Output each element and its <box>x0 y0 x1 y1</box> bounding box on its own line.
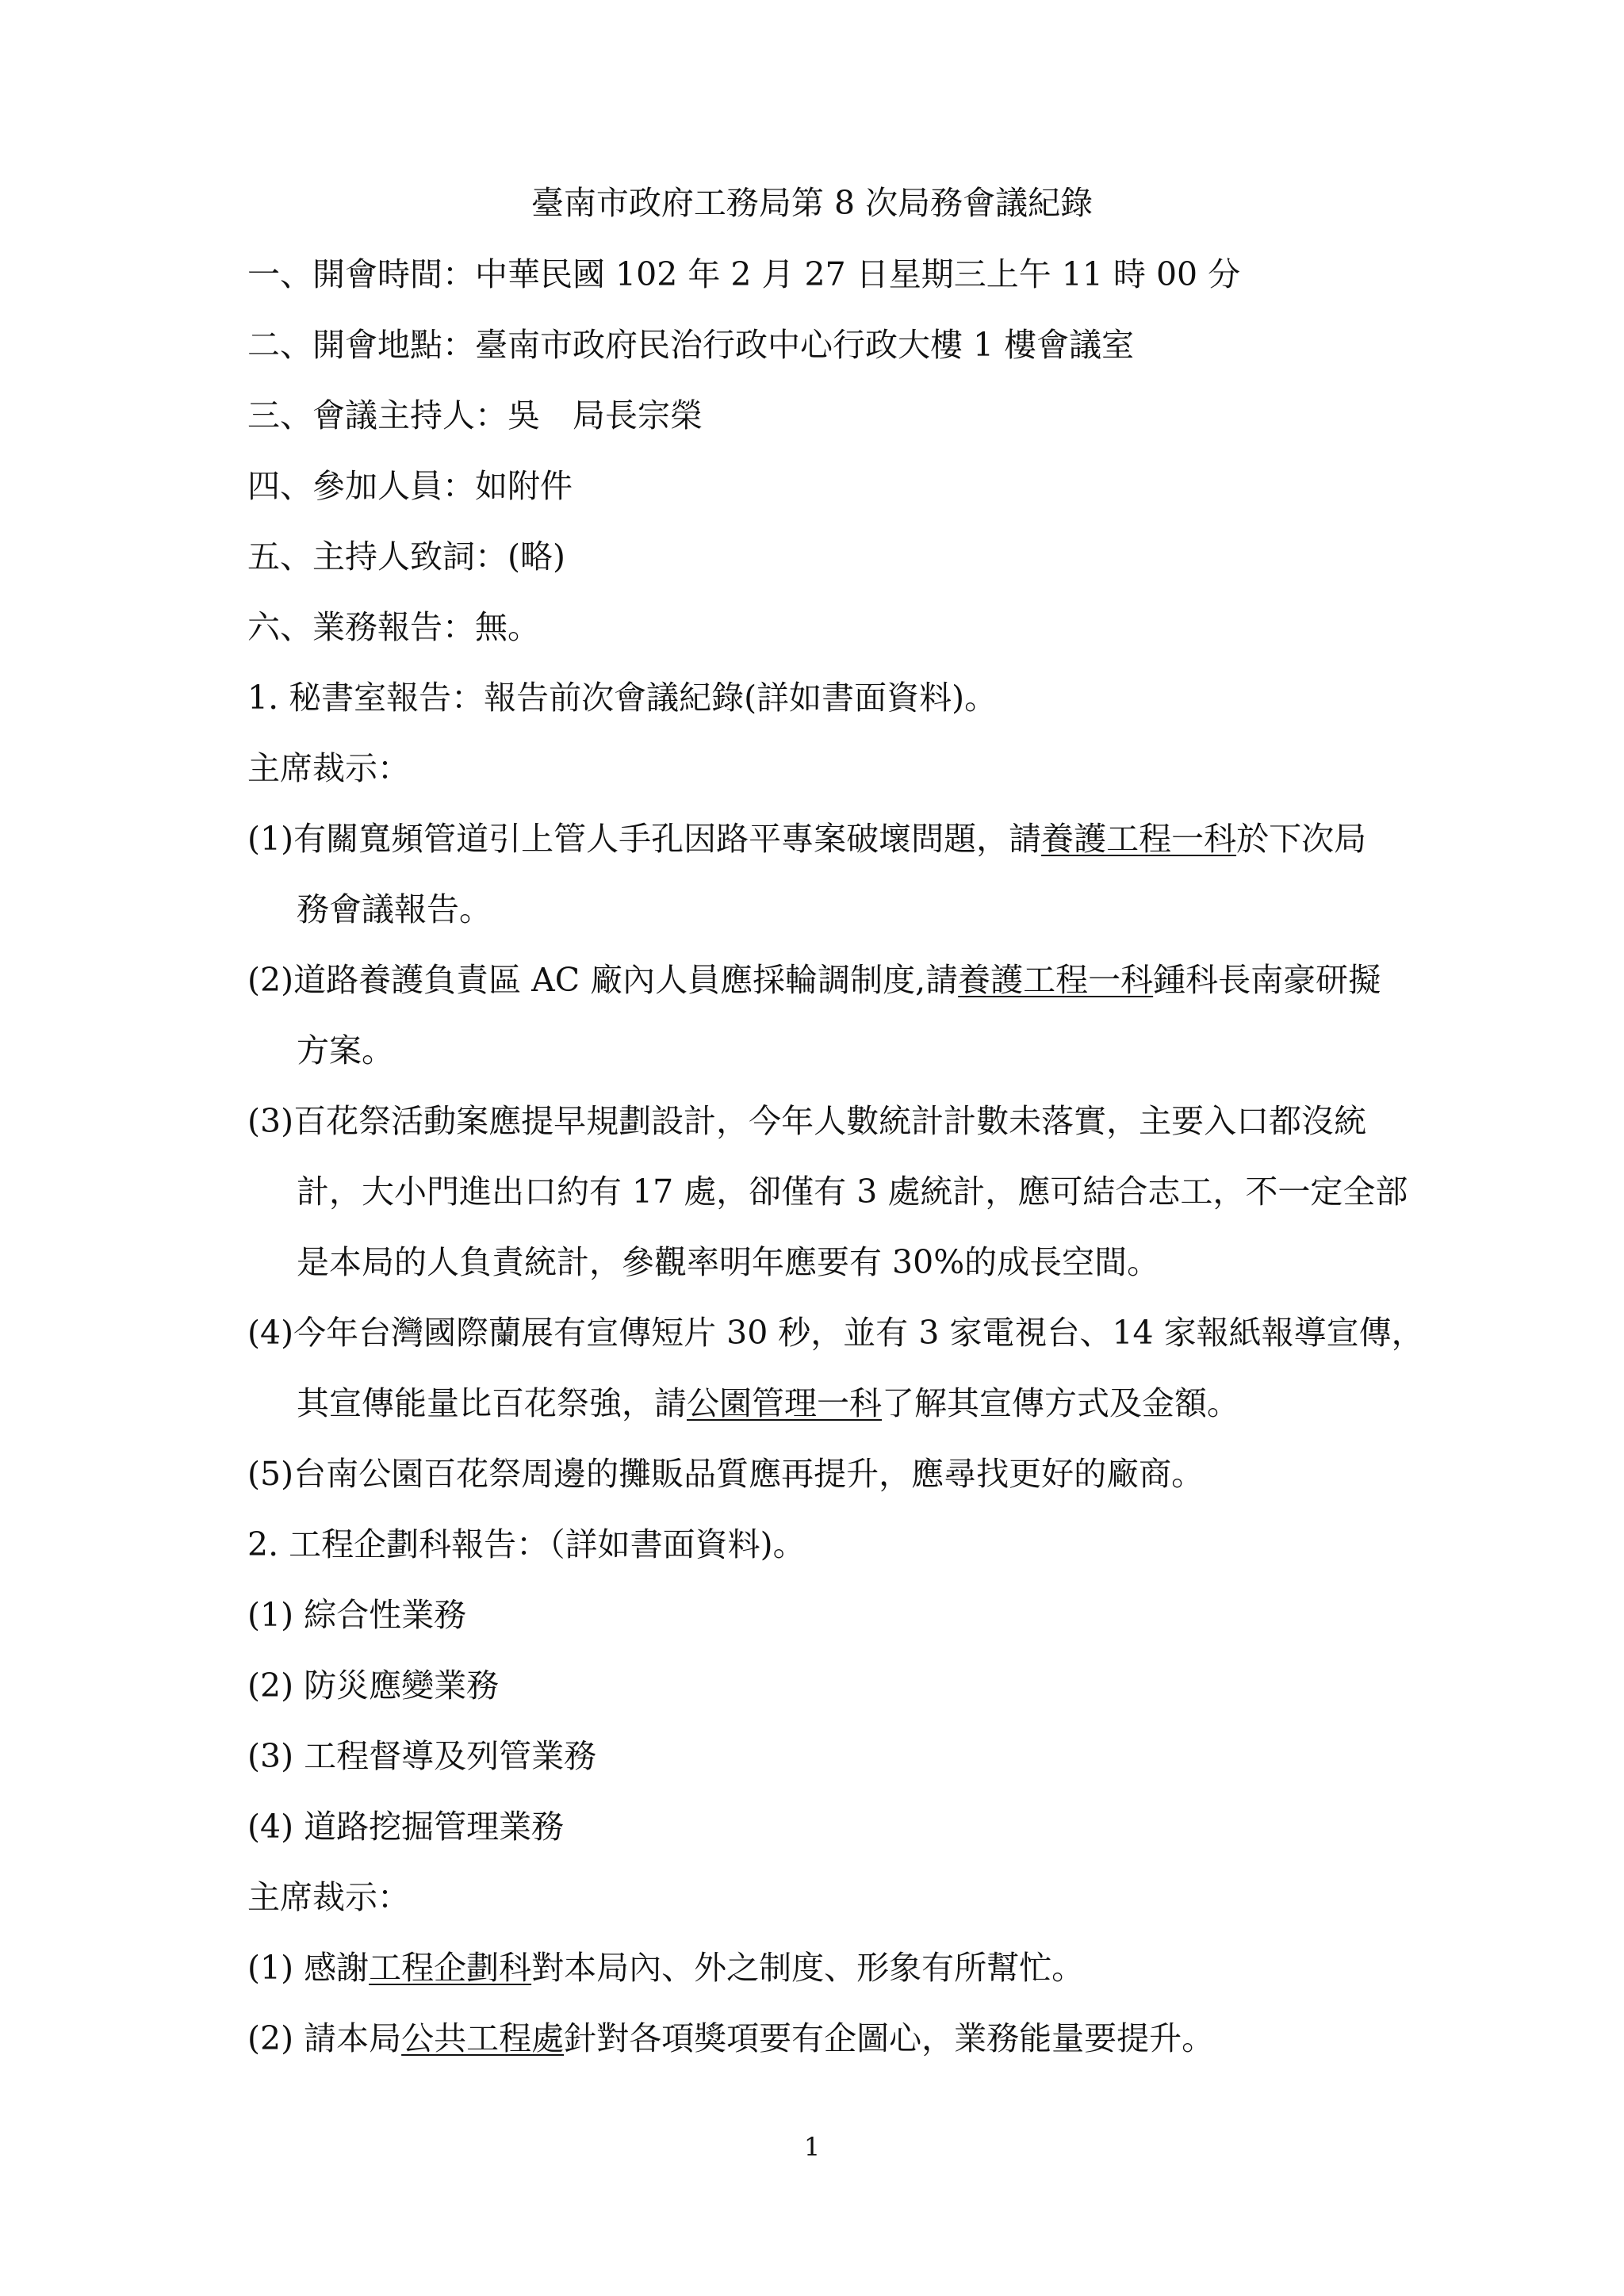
assigned-unit: 公共工程處 <box>401 2019 565 2057</box>
instruction-item <box>247 815 1366 863</box>
instruction-item <box>247 956 1381 1004</box>
instruction-text: 其宣傳能量比百花祭強，請 <box>297 1384 687 1422</box>
business-item: (2) 防災應變業務 <box>247 1667 500 1705</box>
instruction-item: (3)百花祭活動案應提早規劃設計，今年人數統計計數未落實，主要入口都沒統 <box>247 1102 1367 1140</box>
instruction-item: (5)台南公園百花祭周邊的攤販品質應再提升，應尋找更好的廠商。 <box>247 1455 1205 1493</box>
instruction-continuation: 務會議報告。 <box>297 890 492 928</box>
chair-instructions-label: 主席裁示： <box>247 1878 410 1916</box>
assigned-unit: 公園管理一科 <box>687 1384 882 1422</box>
chair-instructions-label: 主席裁示： <box>247 749 410 787</box>
meeting-attendees: 四、參加人員：如附件 <box>247 467 573 505</box>
instruction-text: 對本局內、外之制度、形象有所幫忙。 <box>531 1949 1085 1987</box>
instruction-item <box>247 2015 1214 2062</box>
instruction-continuation: 方案。 <box>297 1031 394 1070</box>
meeting-time: 一、開會時間：中華民國 102 年 2 月 27 日星期三上午 11 時 00 分 <box>247 255 1241 293</box>
assigned-unit: 工程企劃科 <box>369 1949 532 1987</box>
instruction-text: (2)道路養護負責區 AC 廠內人員應採輪調制度,請 <box>247 961 959 999</box>
instruction-item <box>247 1944 1084 1992</box>
instruction-item: (4)今年台灣國際蘭展有宣傳短片 30 秒，並有 3 家電視台、14 家報紙報導宣傳， <box>247 1314 1424 1352</box>
instruction-continuation: 計，大小門進出口約有 17 處，卻僅有 3 處統計，應可結合志工，不一定全部 <box>297 1173 1408 1211</box>
meeting-chair: 三、會議主持人：吳 局長宗榮 <box>247 396 703 434</box>
document-title: 臺南市政府工務局第 8 次局務會議紀錄 <box>530 184 1094 222</box>
instruction-text: (2) 請本局 <box>247 2019 402 2057</box>
instruction-text: 了解其宣傳方式及金額。 <box>882 1384 1239 1422</box>
business-item: (3) 工程督導及列管業務 <box>247 1737 597 1775</box>
business-report: 六、業務報告：無。 <box>247 608 540 646</box>
meeting-place: 二、開會地點：臺南市政府民治行政中心行政大樓 1 樓會議室 <box>247 326 1135 364</box>
assigned-unit: 養護工程一科 <box>958 961 1154 999</box>
instruction-text: (1) 感謝 <box>247 1949 370 1987</box>
chair-speech: 五、主持人致詞：(略) <box>247 538 565 576</box>
assigned-unit: 養護工程一科 <box>1041 820 1237 858</box>
instruction-text: 於下次局 <box>1236 820 1367 858</box>
instruction-text: 針對各項獎項要有企圖心，業務能量要提升。 <box>564 2019 1215 2057</box>
instruction-continuation: 是本局的人負責統計，參觀率明年應要有 30%的成長空間。 <box>297 1243 1160 1281</box>
business-item: (1) 綜合性業務 <box>247 1596 467 1634</box>
business-item: (4) 道路挖掘管理業務 <box>247 1808 565 1846</box>
instruction-text: 鍾科長南豪研擬 <box>1153 961 1381 999</box>
page-number: 1 <box>803 2132 821 2162</box>
instruction-text: (1)有關寬頻管道引上管人手孔因路平專案破壞問題，請 <box>247 820 1042 858</box>
secretariat-report-heading: 1. 秘書室報告：報告前次會議紀錄(詳如書面資料)。 <box>247 679 998 717</box>
planning-section-report-heading: 2. 工程企劃科報告：（詳如書面資料)。 <box>247 1525 806 1563</box>
instruction-continuation <box>297 1380 1239 1427</box>
